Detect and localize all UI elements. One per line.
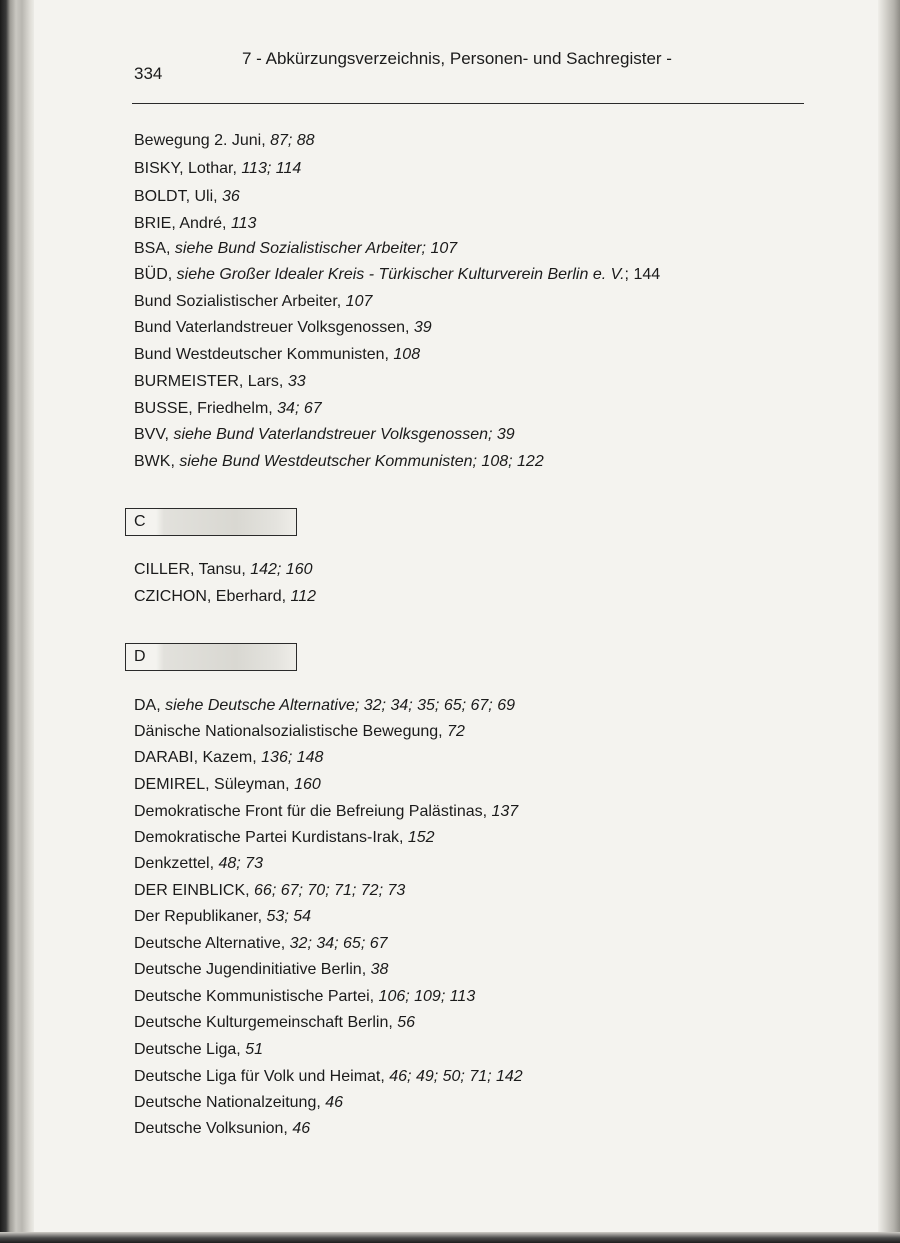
index-entry: BWK, siehe Bund Westdeutscher Kommunisten; 108; 122	[134, 453, 544, 470]
index-entry: Der Republikaner, 53; 54	[134, 908, 311, 925]
index-entry: CILLER, Tansu, 142; 160	[134, 561, 313, 578]
index-entry: Bund Westdeutscher Kommunisten, 108	[134, 346, 421, 363]
index-entry: Deutsche Kulturgemeinschaft Berlin, 56	[134, 1014, 416, 1031]
running-head: 7 - Abkürzungsverzeichnis, Personen- und Sachregister -	[242, 49, 672, 68]
book-binding-edge	[0, 0, 34, 1243]
index-entry: Bund Sozialistischer Arbeiter, 107	[134, 293, 373, 310]
page-edge-right	[878, 0, 900, 1243]
index-entry: CZICHON, Eberhard, 112	[134, 588, 316, 605]
index-entry: BSA, siehe Bund Sozialistischer Arbeiter; 107	[134, 240, 458, 257]
page-number: 334	[134, 64, 163, 83]
index-entry: Bund Vaterlandstreuer Volksgenossen, 39	[134, 319, 432, 336]
header-rule	[132, 103, 804, 104]
index-entry: DARABI, Kazem, 136; 148	[134, 749, 324, 766]
index-entry: Deutsche Liga für Volk und Heimat, 46; 49; 50; 71; 142	[134, 1068, 523, 1085]
index-entry: Deutsche Nationalzeitung, 46	[134, 1094, 344, 1111]
section-letter: C	[134, 513, 146, 530]
index-entry: BOLDT, Uli, 36	[134, 188, 240, 205]
index-entry: BURMEISTER, Lars, 33	[134, 373, 306, 390]
index-entry: Deutsche Alternative, 32; 34; 65; 67	[134, 935, 388, 952]
index-entry: Demokratische Front für die Befreiung Palästinas, 137	[134, 803, 519, 820]
book-bottom-edge	[0, 1232, 900, 1243]
section-letter: D	[134, 648, 146, 665]
index-entry: Deutsche Volksunion, 46	[134, 1120, 311, 1137]
index-entry: BVV, siehe Bund Vaterlandstreuer Volksgenossen; 39	[134, 426, 515, 443]
index-entry: Deutsche Jugendinitiative Berlin, 38	[134, 961, 389, 978]
index-entry: Deutsche Kommunistische Partei, 106; 109; 113	[134, 988, 476, 1005]
index-entry: BÜD, siehe Großer Idealer Kreis - Türkischer Kulturverein Berlin e. V.; 144	[134, 266, 661, 283]
index-entry: Bewegung 2. Juni, 87; 88	[134, 132, 315, 149]
index-entry: BUSSE, Friedhelm, 34; 67	[134, 400, 322, 417]
index-entry: DEMIREL, Süleyman, 160	[134, 776, 321, 793]
index-entry: Demokratische Partei Kurdistans-Irak, 152	[134, 829, 435, 846]
index-entry: BISKY, Lothar, 113; 114	[134, 160, 302, 177]
index-entry: DER EINBLICK, 66; 67; 70; 71; 72; 73	[134, 882, 406, 899]
index-entry: BRIE, André, 113	[134, 215, 257, 232]
index-entry: Denkzettel, 48; 73	[134, 855, 263, 872]
section-letter-box-d	[125, 643, 297, 671]
section-letter-box-c	[125, 508, 297, 536]
index-entry: DA, siehe Deutsche Alternative; 32; 34; 35; 65; 67; 69	[134, 697, 515, 714]
index-entry: Dänische Nationalsozialistische Bewegung, 72	[134, 723, 465, 740]
index-entry: Deutsche Liga, 51	[134, 1041, 263, 1058]
